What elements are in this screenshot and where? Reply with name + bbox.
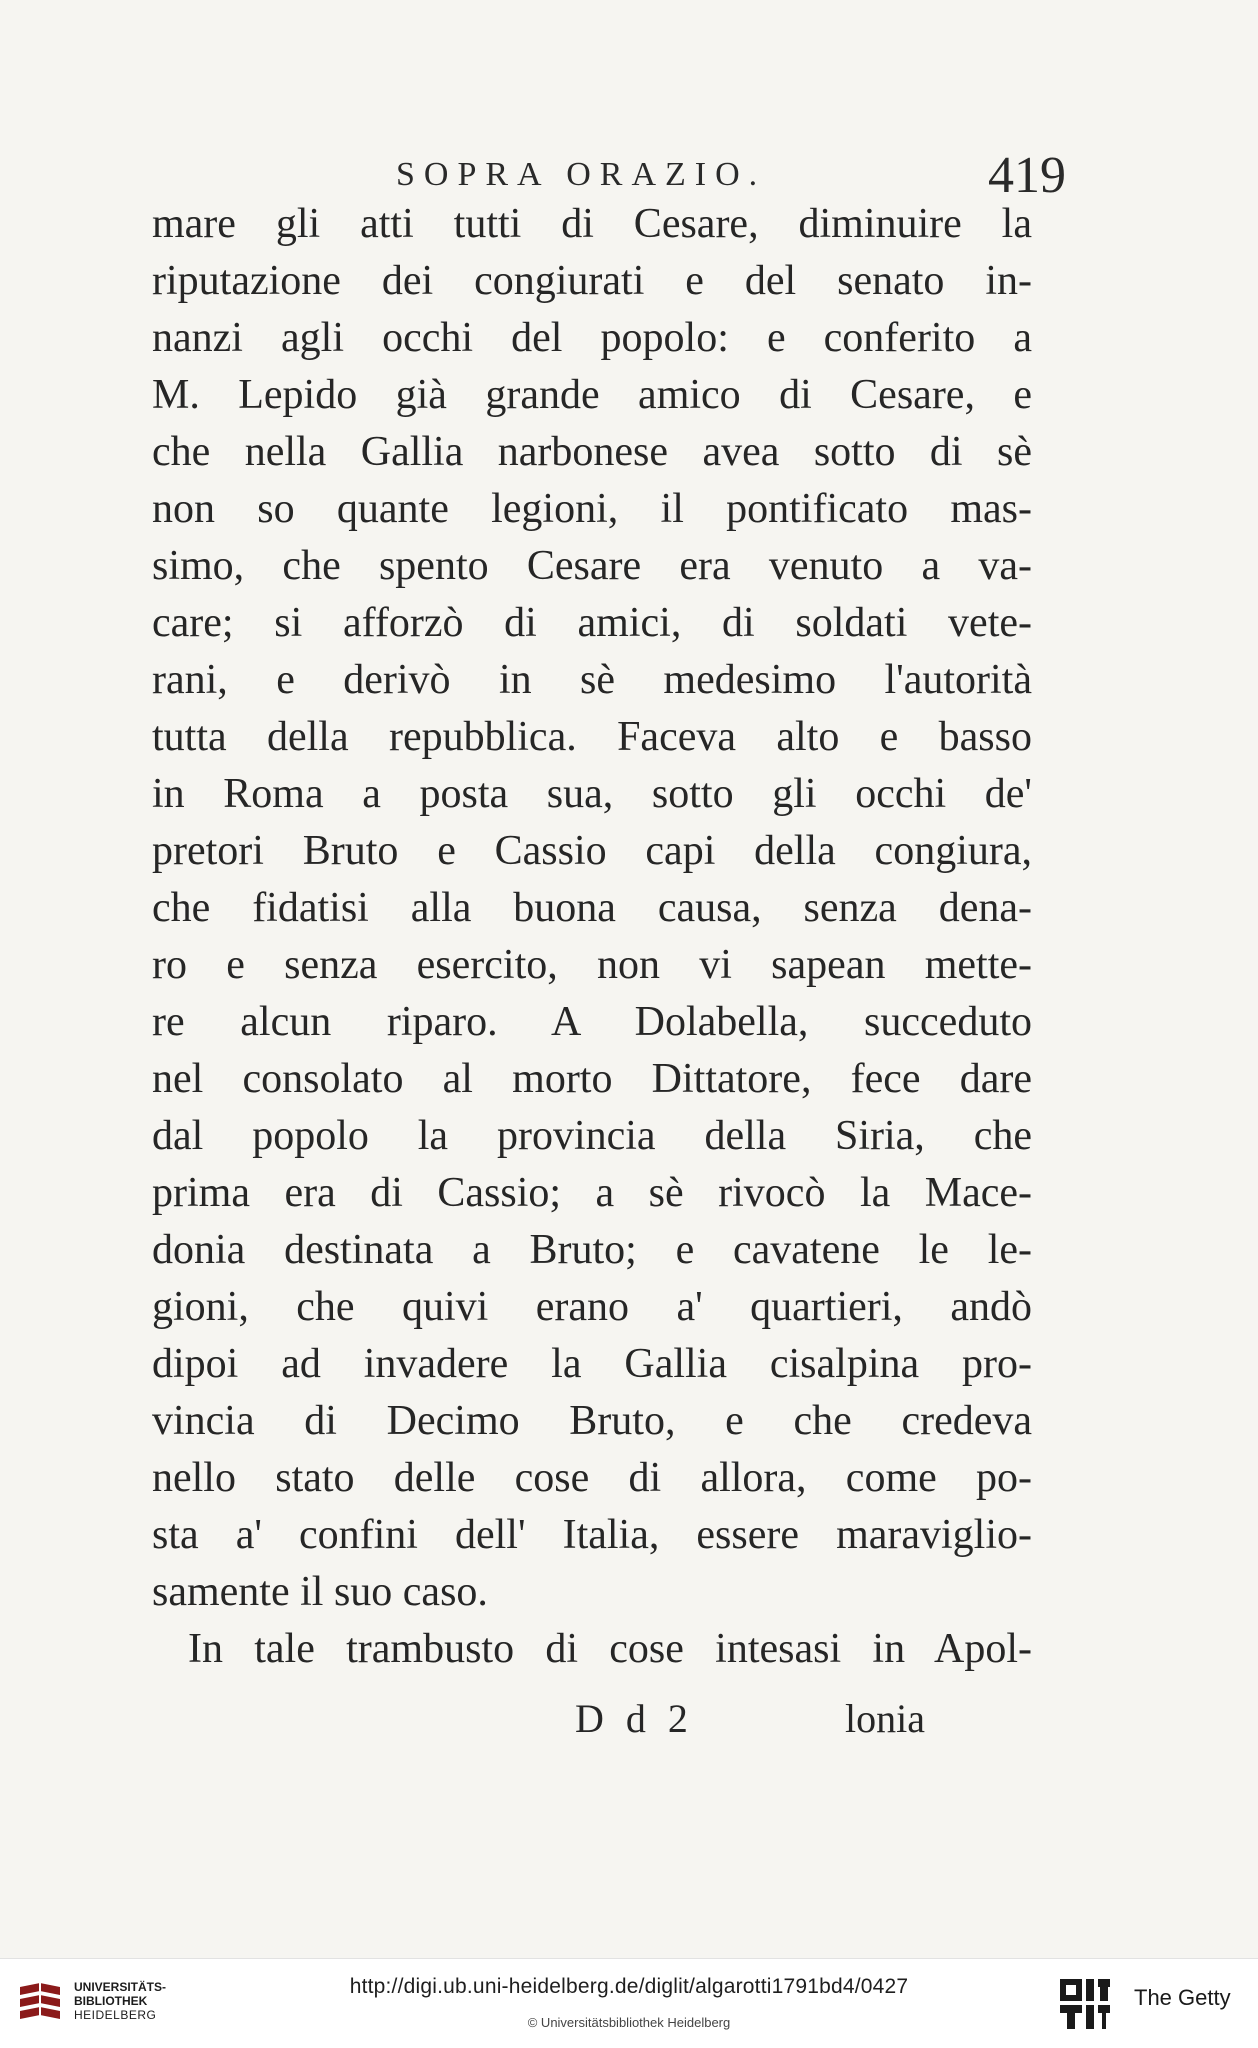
getty-logo-icon xyxy=(1056,1975,1114,2033)
text-line: mare gli atti tutti di Cesare, diminuire la xyxy=(152,201,1032,247)
text-line: rani, e derivò in sè medesimo l'autorità xyxy=(152,657,1032,703)
text-line: nel consolato al morto Dittatore, fece dare xyxy=(152,1056,1032,1102)
text-line: ro e senza esercito, non vi sapean mette- xyxy=(152,942,1032,988)
text-line: pretori Bruto e Cassio capi della congiura, xyxy=(152,828,1032,874)
text-line: che nella Gallia narbonese avea sotto di sè xyxy=(152,429,1032,475)
catchword: lonia xyxy=(845,1696,925,1741)
text-line: tutta della repubblica. Faceva alto e basso xyxy=(152,714,1032,760)
text-line-paragraph-start: In tale trambusto di cose intesasi in Apol- xyxy=(188,1626,1032,1672)
text-line: non so quante legioni, il pontificato mas- xyxy=(152,486,1032,532)
text-line: prima era di Cassio; a sè rivocò la Mace- xyxy=(152,1170,1032,1216)
text-line: gioni, che quivi erano a' quartieri, andò xyxy=(152,1284,1032,1330)
text-line: che fidatisi alla buona causa, senza dena- xyxy=(152,885,1032,931)
text-line: simo, che spento Cesare era venuto a va- xyxy=(152,543,1032,589)
institution-line: UNIVERSITÄTS- xyxy=(74,1980,167,1994)
text-line: in Roma a posta sua, sotto gli occhi de' xyxy=(152,771,1032,817)
text-line: vincia di Decimo Bruto, e che credeva xyxy=(152,1398,1032,1444)
text-line: dal popolo la provincia della Siria, che xyxy=(152,1113,1032,1159)
viewer-footer-bar xyxy=(0,1958,1258,2048)
text-line: donia destinata a Bruto; e cavatene le le- xyxy=(152,1227,1032,1273)
copyright-notice: © Universitätsbibliothek Heidelberg xyxy=(527,2015,731,2030)
partner-name: The Getty xyxy=(1134,1985,1231,2010)
text-line: riputazione dei congiurati e del senato in- xyxy=(152,258,1032,304)
text-line: nanzi agli occhi del popolo: e conferito a xyxy=(152,315,1032,361)
text-line-paragraph-end: samente il suo caso. xyxy=(152,1569,488,1615)
body-text xyxy=(152,196,1032,1678)
signature-mark: D d 2 xyxy=(575,1696,694,1741)
text-line: nello stato delle cose di allora, come po- xyxy=(152,1455,1032,1501)
running-title: SOPRA ORAZIO. xyxy=(396,156,767,193)
page-number: 419 xyxy=(988,147,1066,204)
institution-line: BIBLIOTHEK xyxy=(74,1994,148,2008)
text-line: dipoi ad invadere la Gallia cisalpina pro- xyxy=(152,1341,1032,1387)
institution-line: HEIDELBERG xyxy=(74,2008,157,2022)
text-line: care; si afforzò di amici, di soldati vete- xyxy=(152,600,1032,646)
permalink-url[interactable]: http://digi.ub.uni-heidelberg.de/diglit/algarotti1791bd4/0427 xyxy=(349,1975,909,1998)
text-line: M. Lepido già grande amico di Cesare, e xyxy=(152,372,1032,418)
text-line: re alcun riparo. A Dolabella, succeduto xyxy=(152,999,1032,1045)
text-line: sta a' confini dell' Italia, essere maraviglio- xyxy=(152,1512,1032,1558)
